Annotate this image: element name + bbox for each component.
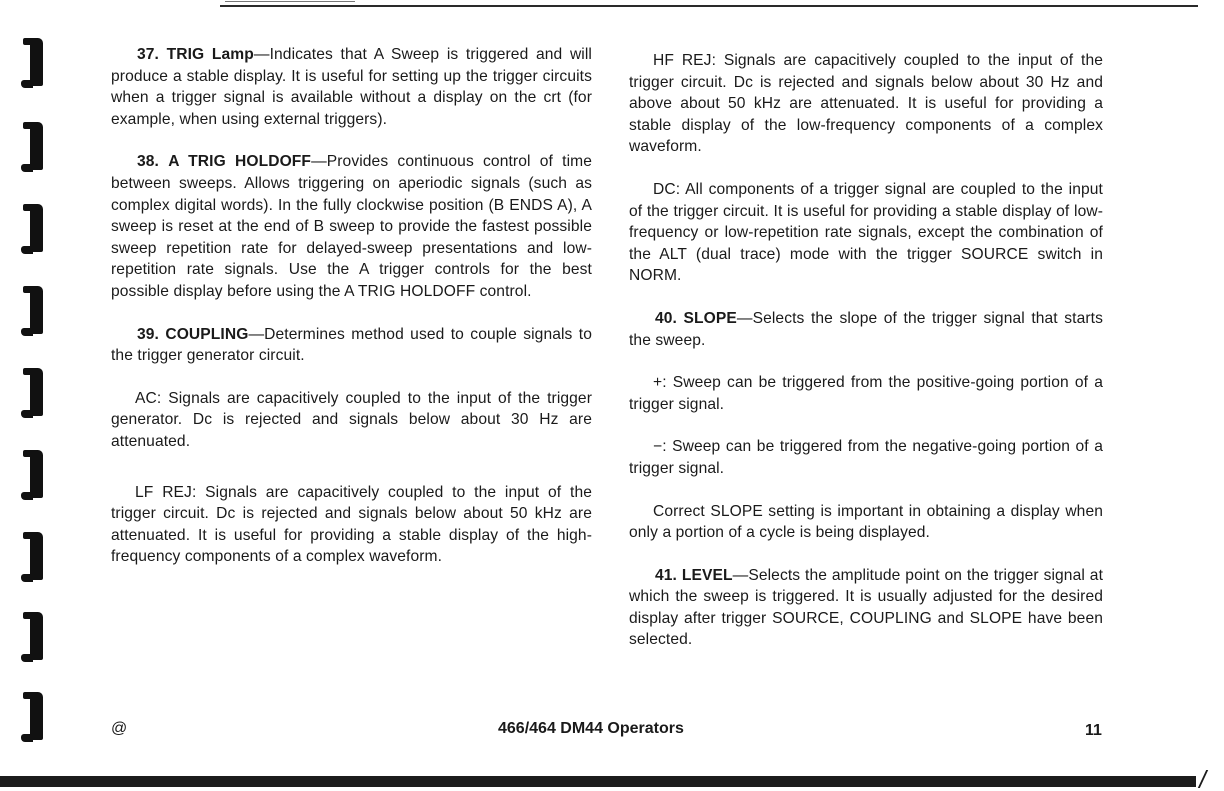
binding-hole <box>30 368 43 416</box>
scan-corner-mark <box>1182 770 1208 788</box>
item-term: LEVEL <box>681 566 733 584</box>
item-37-trig-lamp <box>111 44 592 130</box>
binding-hole <box>30 122 43 170</box>
item-term: COUPLING <box>165 325 249 343</box>
left-column <box>111 44 592 568</box>
item-number: 40. <box>655 309 677 327</box>
coupling-lf-rej: LF REJ: Signals are capacitively coupled to the input of the trigger circuit. Dc is rejected and signals below about 50 kHz are attenuated. It is useful for providing a stable display of the high-frequency components of a complex waveform. <box>111 483 592 566</box>
item-40-slope <box>629 308 1103 351</box>
slope-minus: −: Sweep can be triggered from the negative-going portion of a trigger signal. <box>629 438 1103 477</box>
item-description: —Selects the amplitude point on the trigger signal at which the sweep is triggered. It is usually adjusted for the desired display after trigger SOURCE, COUPLING and SLOPE have been selected. <box>629 566 1104 649</box>
item-description: —Determines method used to couple signals to the trigger generator circuit. <box>111 325 593 365</box>
binding-hole <box>30 450 43 498</box>
item-39-coupling <box>111 324 592 367</box>
item-term: A TRIG HOLDOFF <box>168 153 312 171</box>
item-number: 37. <box>137 46 159 63</box>
slope-plus: +: Sweep can be triggered from the positive-going portion of a trigger signal. <box>629 374 1103 413</box>
item-term: TRIG Lamp <box>166 46 254 63</box>
binding-hole <box>30 204 43 252</box>
binding-hole <box>30 532 43 580</box>
item-description: —Selects the slope of the trigger signal that starts the sweep. <box>629 309 1104 349</box>
binding-hole <box>30 286 43 334</box>
item-number: 41. <box>655 566 677 584</box>
item-description: —Indicates that A Sweep is triggered and will produce a stable display. It is useful for setting up the trigger circuits when a trigger signal is available without a display on the crt (for example, when using external triggers). <box>111 46 592 128</box>
scan-top-line-thin <box>225 1 355 2</box>
item-term: SLOPE <box>683 309 737 327</box>
slope-note: Correct SLOPE setting is important in obtaining a display when only a portion of a cycle is being displayed. <box>629 502 1103 542</box>
binding-hole <box>30 612 43 660</box>
scan-bottom-edge <box>0 776 1196 787</box>
binding-marks <box>8 30 48 750</box>
page-number: 11 <box>1085 722 1102 739</box>
item-38-a-trig-holdoff <box>111 151 592 302</box>
item-41-level <box>629 565 1103 651</box>
page-top-rule <box>220 5 1198 7</box>
footer-symbol: @ <box>111 720 128 737</box>
coupling-hf-rej: HF REJ: Signals are capacitively coupled to the input of the trigger circuit. Dc is rejected and signals below about 30 Hz and above about 50 kHz are attenuated. It is useful for providing a stable display of the low-frequency components of a complex waveform. <box>629 52 1103 156</box>
footer-title: 466/464 DM44 Operators <box>498 720 684 737</box>
coupling-dc: DC: All components of a trigger signal are coupled to the input of the trigger circuit. It is useful for providing a stable display of low-frequency or low-repetition rate signals, except the combination of the ALT (dual trace) mode with the trigger SOURCE switch in NORM. <box>629 180 1103 285</box>
binding-hole <box>30 692 43 740</box>
right-column <box>629 50 1103 651</box>
item-description: —Provides continuous control of time between sweeps. Allows triggering on aperiodic signals (such as complex digital words). In the fully clockwise position (B ENDS A), A sweep is reset at the end of B sweep to provide the fastest possible sweep repetition rate for delayed-sweep presentations and low-repetition rate signals. Use the A trigger controls for the best possible display before using the A TRIG HOLDOFF control. <box>111 153 592 300</box>
item-number: 38. <box>137 153 159 171</box>
coupling-ac: AC: Signals are capacitively coupled to the input of the trigger generator. Dc is rejected and signals below about 30 Hz are attenuated. <box>111 389 592 450</box>
binding-hole <box>30 38 43 86</box>
item-number: 39. <box>137 325 159 343</box>
